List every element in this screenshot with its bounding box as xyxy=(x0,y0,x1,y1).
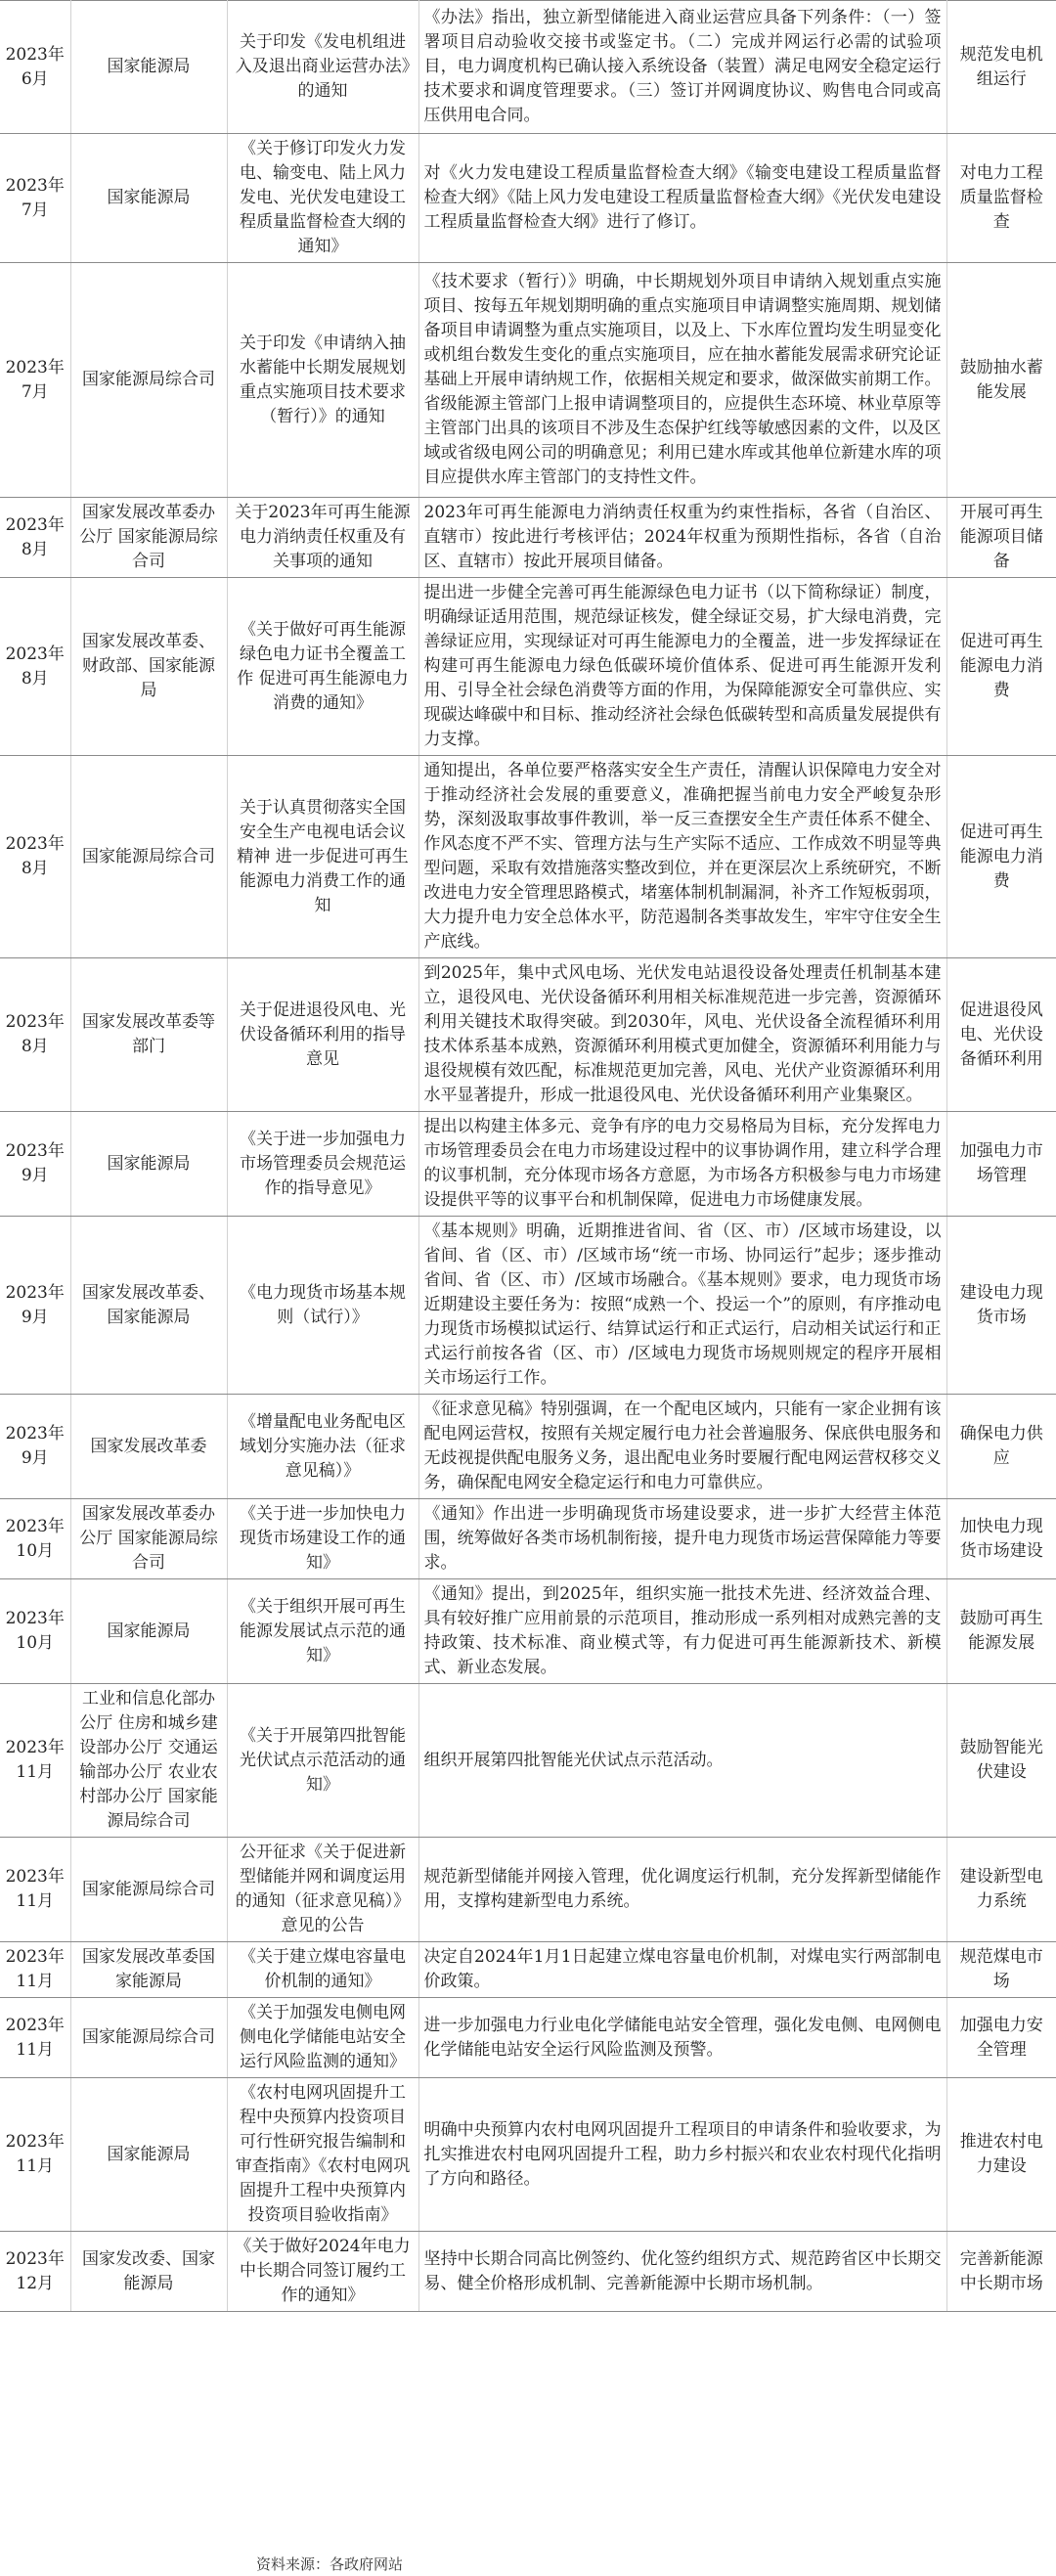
table-row xyxy=(0,958,1056,1112)
department-cell: 国家能源局 xyxy=(70,1,227,134)
policy-title-cell: 关于印发《发电机组进入及退出商业运营办法》的通知 xyxy=(227,1,418,134)
table-row xyxy=(0,2232,1056,2312)
purpose-cell: 促进可再生能源电力消费 xyxy=(946,578,1056,756)
date-cell: 2023年9月 xyxy=(0,1112,70,1217)
policy-content-cell: 明确中央预算内农村电网巩固提升工程项目的申请条件和验收要求，为扎实推进农村电网巩固提升工程，助力乡村振兴和农业农村现代化指明了方向和路径。 xyxy=(418,2078,946,2232)
policy-content-cell: 到2025年，集中式风电场、光伏发电站退役设备处理责任机制基本建立，退役风电、光伏设备循环利用相关标准规范进一步完善，资源循环利用关键技术取得突破。到2030年，风电、光伏设备全流程循环利用技术体系基本成熟，资源循环利用模式更加健全，资源循环利用能力与退役规模有效匹配，标准规范更加完善，风电、光伏产业资源循环利用水平显著提升，形成一批退役风电、光伏设备循环利用产业集聚区。 xyxy=(418,958,946,1112)
department-cell: 国家能源局综合司 xyxy=(70,756,227,958)
date-cell: 2023年7月 xyxy=(0,263,70,498)
policy-title-cell: 《关于加强发电侧电网侧电化学储能电站安全运行风险监测的通知》 xyxy=(227,1998,418,2078)
policy-title-cell: 《关于建立煤电容量电价机制的通知》 xyxy=(227,1942,418,1998)
policy-content-cell: 坚持中长期合同高比例签约、优化签约组织方式、规范跨省区中长期交易、健全价格形成机制、完善新能源中长期市场机制。 xyxy=(418,2232,946,2312)
purpose-cell: 加强电力市场管理 xyxy=(946,1112,1056,1217)
department-cell: 国家能源局综合司 xyxy=(70,263,227,498)
policy-content-cell: 《征求意见稿》特别强调，在一个配电区域内，只能有一家企业拥有该配电网运营权，按照有关规定履行电力社会普遍服务、保底供电服务和无歧视提供配电服务义务，退出配电业务时要履行配电网运营权移交义务，确保配电网安全稳定运行和电力可靠供应。 xyxy=(418,1395,946,1499)
department-cell: 国家发展改革委等部门 xyxy=(70,958,227,1112)
policy-title-cell: 关于认真贯彻落实全国安全生产电视电话会议精神 进一步促进可再生能源电力消费工作的通知 xyxy=(227,756,418,958)
table-row xyxy=(0,1838,1056,1942)
date-cell: 2023年8月 xyxy=(0,756,70,958)
purpose-cell: 完善新能源中长期市场 xyxy=(946,2232,1056,2312)
table-row xyxy=(0,263,1056,498)
policy-content-cell: 《技术要求（暂行）》明确，中长期规划外项目申请纳入规划重点实施项目、按每五年规划期明确的重点实施项目申请调整实施周期、规划储备项目申请调整为重点实施项目，以及上、下水库位置均发生明显变化或机组台数发生变化的重点实施项目，应在抽水蓄能发展需求研究论证基础上开展申请纳规工作，依据相关规定和要求，做深做实前期工作。省级能源主管部门上报申请调整项目的，应提供生态环境、林业草原等主管部门出具的该项目不涉及生态保护红线等敏感因素的文件，以及区域或省级电网公司的明确意见；利用已建水库或其他单位新建水库的项目应提供水库主管部门的支持性文件。 xyxy=(418,263,946,498)
department-cell: 国家发展改革委国家能源局 xyxy=(70,1942,227,1998)
department-cell: 工业和信息化部办公厅 住房和城乡建设部办公厅 交通运输部办公厅 农业农村部办公厅 国家能源局综合司 xyxy=(70,1684,227,1838)
table-row xyxy=(0,498,1056,578)
department-cell: 国家能源局 xyxy=(70,1112,227,1217)
policy-title-cell: 《电力现货市场基本规则（试行）》 xyxy=(227,1217,418,1395)
source-note: 资料来源：各政府网站 xyxy=(256,2555,404,2573)
table-row xyxy=(0,1217,1056,1395)
date-cell: 2023年11月 xyxy=(0,1838,70,1942)
policy-content-cell: 《基本规则》明确，近期推进省间、省（区、市）/区域市场建设，以省间、省（区、市）/区域市场“统一市场、协同运行”起步；逐步推动省间、省（区、市）/区域市场融合。《基本规则》要求，电力现货市场近期建设主要任务为：按照“成熟一个、投运一个”的原则，有序推动电力现货市场模拟试运行、结算试运行和正式运行，启动相关试运行和正式运行前按各省（区、市）/区域电力现货市场规则规定的程序开展相关市场运行工作。 xyxy=(418,1217,946,1395)
table-row xyxy=(0,1942,1056,1998)
department-cell: 国家发展改革委办公厅 国家能源局综合司 xyxy=(70,498,227,578)
department-cell: 国家能源局 xyxy=(70,1579,227,1684)
date-cell: 2023年8月 xyxy=(0,958,70,1112)
date-cell: 2023年10月 xyxy=(0,1499,70,1579)
purpose-cell: 规范发电机组运行 xyxy=(946,1,1056,134)
policy-content-cell: 提出以构建主体多元、竞争有序的电力交易格局为目标，充分发挥电力市场管理委员会在电力市场建设过程中的议事协调作用，建立科学合理的议事机制，充分体现市场各方意愿，为市场各方积极参与电力市场建设提供平等的议事平台和机制保障，促进电力市场健康发展。 xyxy=(418,1112,946,1217)
purpose-cell: 规范煤电市场 xyxy=(946,1942,1056,1998)
department-cell: 国家能源局 xyxy=(70,2078,227,2232)
table-row xyxy=(0,1998,1056,2078)
policy-title-cell: 《关于进一步加强电力市场管理委员会规范运作的指导意见》 xyxy=(227,1112,418,1217)
date-cell: 2023年12月 xyxy=(0,2232,70,2312)
date-cell: 2023年9月 xyxy=(0,1217,70,1395)
department-cell: 国家能源局综合司 xyxy=(70,1998,227,2078)
policy-title-cell: 《关于开展第四批智能光伏试点示范活动的通知》 xyxy=(227,1684,418,1838)
table-row xyxy=(0,2078,1056,2232)
date-cell: 2023年11月 xyxy=(0,1942,70,1998)
purpose-cell: 促进可再生能源电力消费 xyxy=(946,756,1056,958)
department-cell: 国家发展改革委 xyxy=(70,1395,227,1499)
table-row xyxy=(0,1499,1056,1579)
purpose-cell: 鼓励智能光伏建设 xyxy=(946,1684,1056,1838)
purpose-cell: 开展可再生能源项目储备 xyxy=(946,498,1056,578)
department-cell: 国家发改委、国家能源局 xyxy=(70,2232,227,2312)
table-row xyxy=(0,1684,1056,1838)
table-row xyxy=(0,578,1056,756)
policy-content-cell: 《通知》作出进一步明确现货市场建设要求，进一步扩大经营主体范围，统筹做好各类市场机制衔接，提升电力现货市场运营保障能力等要求。 xyxy=(418,1499,946,1579)
policy-content-cell: 进一步加强电力行业电化学储能电站安全管理，强化发电侧、电网侧电化学储能电站安全运行风险监测及预警。 xyxy=(418,1998,946,2078)
purpose-cell: 推进农村电力建设 xyxy=(946,2078,1056,2232)
table-row xyxy=(0,1112,1056,1217)
date-cell: 2023年11月 xyxy=(0,2078,70,2232)
purpose-cell: 确保电力供应 xyxy=(946,1395,1056,1499)
date-cell: 2023年11月 xyxy=(0,1684,70,1838)
date-cell: 2023年9月 xyxy=(0,1395,70,1499)
purpose-cell: 鼓励抽水蓄能发展 xyxy=(946,263,1056,498)
policy-title-cell: 《关于做好2024年电力中长期合同签订履约工作的通知》 xyxy=(227,2232,418,2312)
table-row xyxy=(0,756,1056,958)
date-cell: 2023年8月 xyxy=(0,578,70,756)
policy-content-cell: 对《火力发电建设工程质量监督检查大纲》《输变电建设工程质量监督检查大纲》《陆上风力发电建设工程质量监督检查大纲》《光伏发电建设工程质量监督检查大纲》进行了修订。 xyxy=(418,134,946,263)
policy-title-cell: 《增量配电业务配电区域划分实施办法（征求意见稿）》 xyxy=(227,1395,418,1499)
policy-title-cell: 关于印发《申请纳入抽水蓄能中长期发展规划重点实施项目技术要求（暂行）》的通知 xyxy=(227,263,418,498)
department-cell: 国家发展改革委办公厅 国家能源局综合司 xyxy=(70,1499,227,1579)
purpose-cell: 建设新型电力系统 xyxy=(946,1838,1056,1942)
date-cell: 2023年8月 xyxy=(0,498,70,578)
policy-content-cell: 规范新型储能并网接入管理，优化调度运行机制，充分发挥新型储能作用，支撑构建新型电力系统。 xyxy=(418,1838,946,1942)
policy-title-cell: 《关于进一步加快电力现货市场建设工作的通知》 xyxy=(227,1499,418,1579)
policy-content-cell: 提出进一步健全完善可再生能源绿色电力证书（以下简称绿证）制度，明确绿证适用范围，规范绿证核发，健全绿证交易，扩大绿电消费，完善绿证应用，实现绿证对可再生能源电力的全覆盖，进一步发挥绿证在构建可再生能源电力绿色低碳环境价值体系、促进可再生能源开发利用、引导全社会绿色消费等方面的作用，为保障能源安全可靠供应、实现碳达峰碳中和目标、推动经济社会绿色低碳转型和高质量发展提供有力支撑。 xyxy=(418,578,946,756)
table-row xyxy=(0,1579,1056,1684)
policy-title-cell: 《关于组织开展可再生能源发展试点示范的通知》 xyxy=(227,1579,418,1684)
table-row xyxy=(0,134,1056,263)
policy-content-cell: 《办法》指出，独立新型储能进入商业运营应具备下列条件：（一）签署项目启动验收交接书或鉴定书。（二）完成并网运行必需的试验项目，电力调度机构已确认接入系统设备（装置）满足电网安全稳定运行技术要求和调度管理要求。（三）签订并网调度协议、购售电合同或高压供用电合同。 xyxy=(418,1,946,134)
table-row xyxy=(0,1395,1056,1499)
policy-title-cell: 《关于修订印发火力发电、输变电、陆上风力发电、光伏发电建设工程质量监督检查大纲的通知》 xyxy=(227,134,418,263)
purpose-cell: 加强电力安全管理 xyxy=(946,1998,1056,2078)
date-cell: 2023年7月 xyxy=(0,134,70,263)
policy-content-cell: 《通知》提出，到2025年，组织实施一批技术先进、经济效益合理、具有较好推广应用前景的示范项目，推动形成一系列相对成熟完善的支持政策、技术标准、商业模式等，有力促进可再生能源新技术、新模式、新业态发展。 xyxy=(418,1579,946,1684)
policy-title-cell: 关于促进退役风电、光伏设备循环利用的指导意见 xyxy=(227,958,418,1112)
date-cell: 2023年6月 xyxy=(0,1,70,134)
policy-title-cell: 《关于做好可再生能源绿色电力证书全覆盖工作 促进可再生能源电力消费的通知》 xyxy=(227,578,418,756)
policy-title-cell: 公开征求《关于促进新型储能并网和调度运用的通知（征求意见稿）》意见的公告 xyxy=(227,1838,418,1942)
table-row xyxy=(0,1,1056,134)
policy-title-cell: 关于2023年可再生能源电力消纳责任权重及有关事项的通知 xyxy=(227,498,418,578)
policy-title-cell: 《农村电网巩固提升工程中央预算内投资项目可行性研究报告编制和审查指南》《农村电网巩固提升工程中央预算内投资项目验收指南》 xyxy=(227,2078,418,2232)
purpose-cell: 促进退役风电、光伏设备循环利用 xyxy=(946,958,1056,1112)
policy-content-cell: 2023年可再生能源电力消纳责任权重为约束性指标，各省（自治区、直辖市）按此进行考核评估；2024年权重为预期性指标，各省（自治区、直辖市）按此开展项目储备。 xyxy=(418,498,946,578)
purpose-cell: 鼓励可再生能源发展 xyxy=(946,1579,1056,1684)
purpose-cell: 加快电力现货市场建设 xyxy=(946,1499,1056,1579)
department-cell: 国家能源局 xyxy=(70,134,227,263)
purpose-cell: 对电力工程质量监督检查 xyxy=(946,134,1056,263)
policy-content-cell: 通知提出，各单位要严格落实安全生产责任，清醒认识保障电力安全对于推动经济社会发展的重要意义，准确把握当前电力安全严峻复杂形势，深刻汲取事故事件教训，举一反三查摆安全生产责任体系不健全、作风态度不严不实、管理方法与生产实际不适应、工作成效不明显等典型问题，采取有效措施落实整改到位，并在更深层次上系统研究，不断改进电力安全管理思路模式，堵塞体制机制漏洞，补齐工作短板弱项，大力提升电力安全总体水平，防范遏制各类事故发生，牢牢守住安全生产底线。 xyxy=(418,756,946,958)
policy-content-cell: 组织开展第四批智能光伏试点示范活动。 xyxy=(418,1684,946,1838)
department-cell: 国家能源局综合司 xyxy=(70,1838,227,1942)
department-cell: 国家发展改革委、国家能源局 xyxy=(70,1217,227,1395)
date-cell: 2023年10月 xyxy=(0,1579,70,1684)
purpose-cell: 建设电力现货市场 xyxy=(946,1217,1056,1395)
department-cell: 国家发展改革委、财政部、国家能源局 xyxy=(70,578,227,756)
policy-content-cell: 决定自2024年1月1日起建立煤电容量电价机制，对煤电实行两部制电价政策。 xyxy=(418,1942,946,1998)
date-cell: 2023年11月 xyxy=(0,1998,70,2078)
policy-table-body xyxy=(0,1,1056,2312)
